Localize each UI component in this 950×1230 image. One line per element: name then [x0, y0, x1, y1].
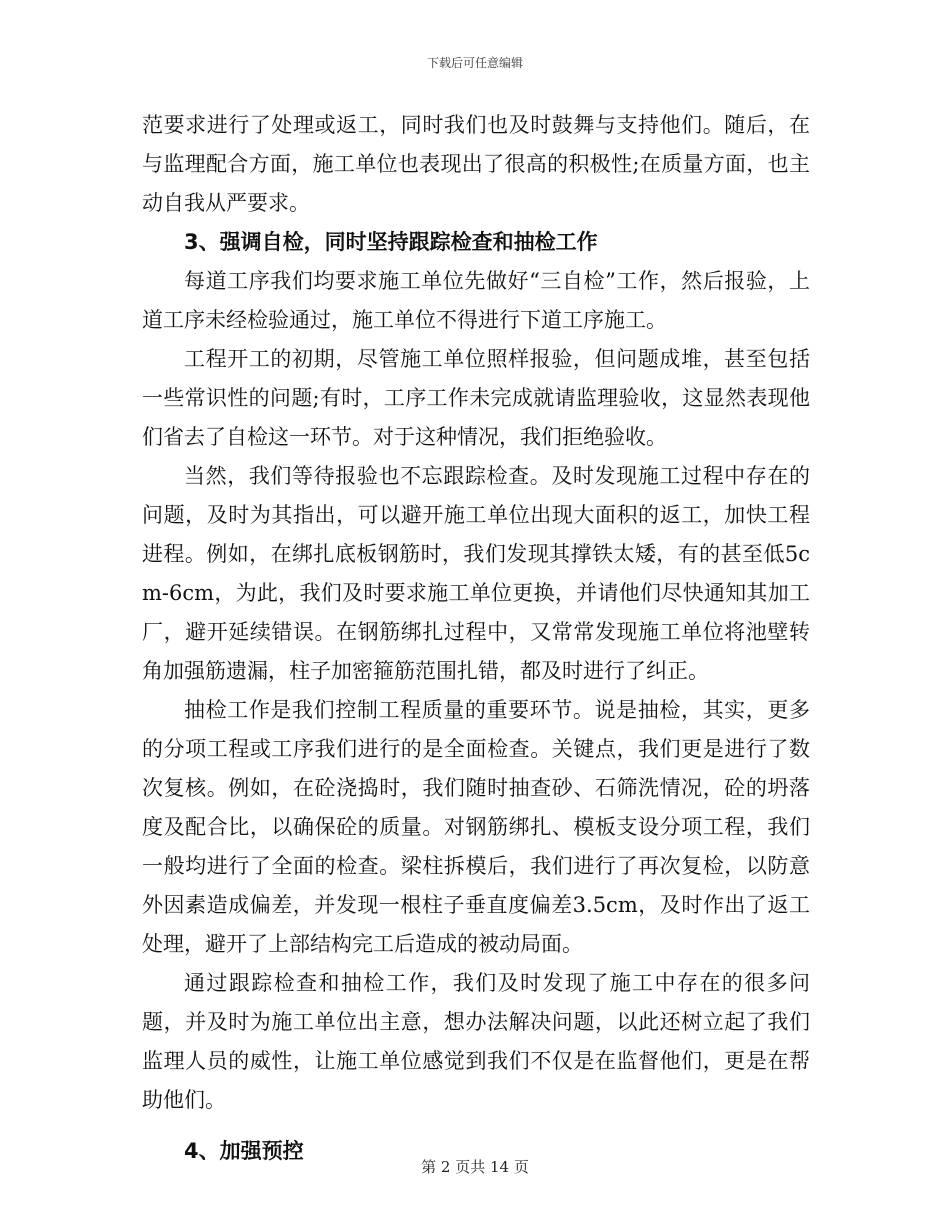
paragraph-continued: 范要求进行了处理或返工，同时我们也及时鼓舞与支持他们。随后，在与监理配合方面，施工单位也表现出了很高的积极性;在质量方面，也主动自我从严要求。	[142, 113, 810, 215]
paragraph-summary: 通过跟踪检查和抽检工作，我们及时发现了施工中存在的很多问题，并及时为施工单位出主意，想办法解决问题，以此还树立起了我们监理人员的威性，让施工单位感觉到我们不仅是在监督他们，更是在帮助他们。	[142, 971, 810, 1112]
document-body	[142, 106, 810, 1171]
paragraph-spot-check: 抽检工作是我们控制工程质量的重要环节。说是抽检，其实，更多的分项工程或工序我们进行的是全面检查。关键点，我们更是进行了数次复核。例如，在砼浇捣时，我们随时抽查砂、石筛洗情况，砼的坍落度及配合比，以确保砼的质量。对钢筋绑扎、模板支设分项工程，我们一般均进行了全面的检查。梁柱拆模后，我们进行了再次复检，以防意外因素造成偏差，并发现一根柱子垂直度偏差3.5cm，及时作出了返工处理，避开了上部结构完工后造成的被动局面。	[142, 698, 810, 956]
page-header: 下载后可任意编辑	[426, 56, 523, 70]
section-heading-3: 3、强调自检，同时坚持跟踪检查和抽检工作	[184, 230, 598, 254]
paragraph-early-stage: 工程开工的初期，尽管施工单位照样报验，但问题成堆，甚至包括一些常识性的问题;有时，工序工作未完成就请监理验收，这显然表现他们省去了自检这一环节。对于这种情况，我们拒绝验收。	[142, 347, 810, 449]
page-number: 第 2 页共 14 页	[421, 1158, 529, 1176]
section-heading-4: 4、加强预控	[184, 1139, 304, 1163]
paragraph-tracking-inspection: 当然，我们等待报验也不忘跟踪检查。及时发现施工过程中存在的问题，及时为其指出，可以避开施工单位出现大面积的返工，加快工程进程。例如，在绑扎底板钢筋时，我们发现其撑铁太矮，有的甚至低5cm-6cm，为此，我们及时要求施工单位更换，并请他们尽快通知其加工厂，避开延续错误。在钢筋绑扎过程中，又常常发现施工单位将池壁转角加强筋遗漏，柱子加密箍筋范围扎错，都及时进行了纠正。	[142, 464, 810, 683]
paragraph-self-inspection: 每道工序我们均要求施工单位先做好“三自检”工作，然后报验，上道工序未经检验通过，施工单位不得进行下道工序施工。	[142, 269, 810, 332]
